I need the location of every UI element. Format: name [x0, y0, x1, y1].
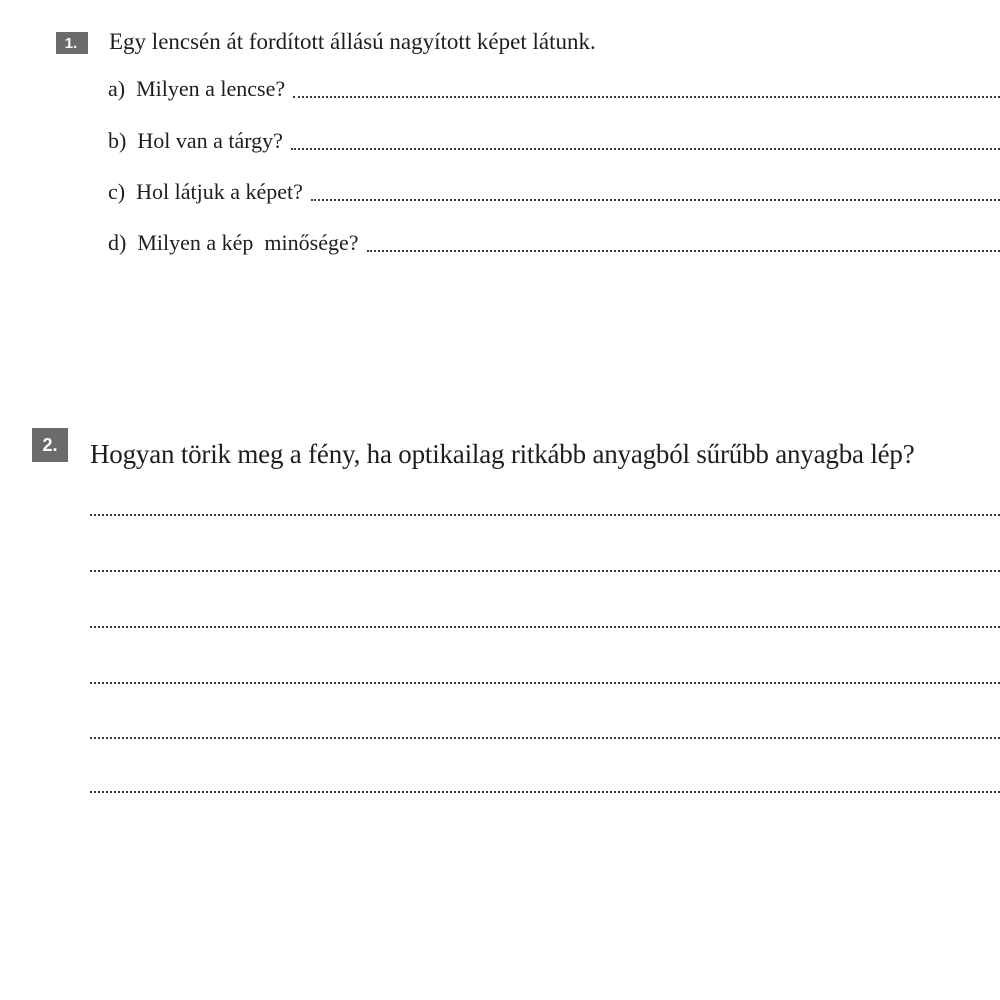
question-1d-label: d) Milyen a kép minősége? [108, 230, 359, 255]
question-1a-row [108, 76, 1000, 106]
question-1-text: Egy lencsén át fordított állású nagyított képet látunk. [109, 29, 596, 54]
question-2-answer-line-2[interactable] [90, 570, 1000, 572]
question-1d-row [108, 230, 1000, 260]
question-2-text: Hogyan törik meg a fény, ha optikailag ritkább anyagból sűrűbb anyagba lép? [90, 439, 915, 469]
question-1b-row [108, 128, 1000, 158]
question-2-answer-line-5[interactable] [90, 737, 1000, 739]
question-1c-label: c) Hol látjuk a képet? [108, 179, 303, 204]
question-1d-answer-line[interactable] [367, 249, 1000, 252]
question-2-answer-line-3[interactable] [90, 626, 1000, 628]
question-1-number-badge: 1. [56, 32, 88, 54]
question-1c-answer-line[interactable] [311, 198, 1000, 201]
question-1a-label: a) Milyen a lencse? [108, 76, 286, 101]
question-1b-label: b) Hol van a tárgy? [108, 128, 283, 153]
question-2-number-badge: 2. [32, 428, 68, 462]
question-2-answer-line-1[interactable] [90, 514, 1000, 516]
question-1b-answer-line[interactable] [291, 147, 1000, 150]
question-1c-row [108, 179, 1000, 209]
question-2-answer-line-4[interactable] [90, 682, 1000, 684]
question-1a-answer-line[interactable] [293, 95, 1000, 98]
question-2-answer-line-6[interactable] [90, 791, 1000, 793]
